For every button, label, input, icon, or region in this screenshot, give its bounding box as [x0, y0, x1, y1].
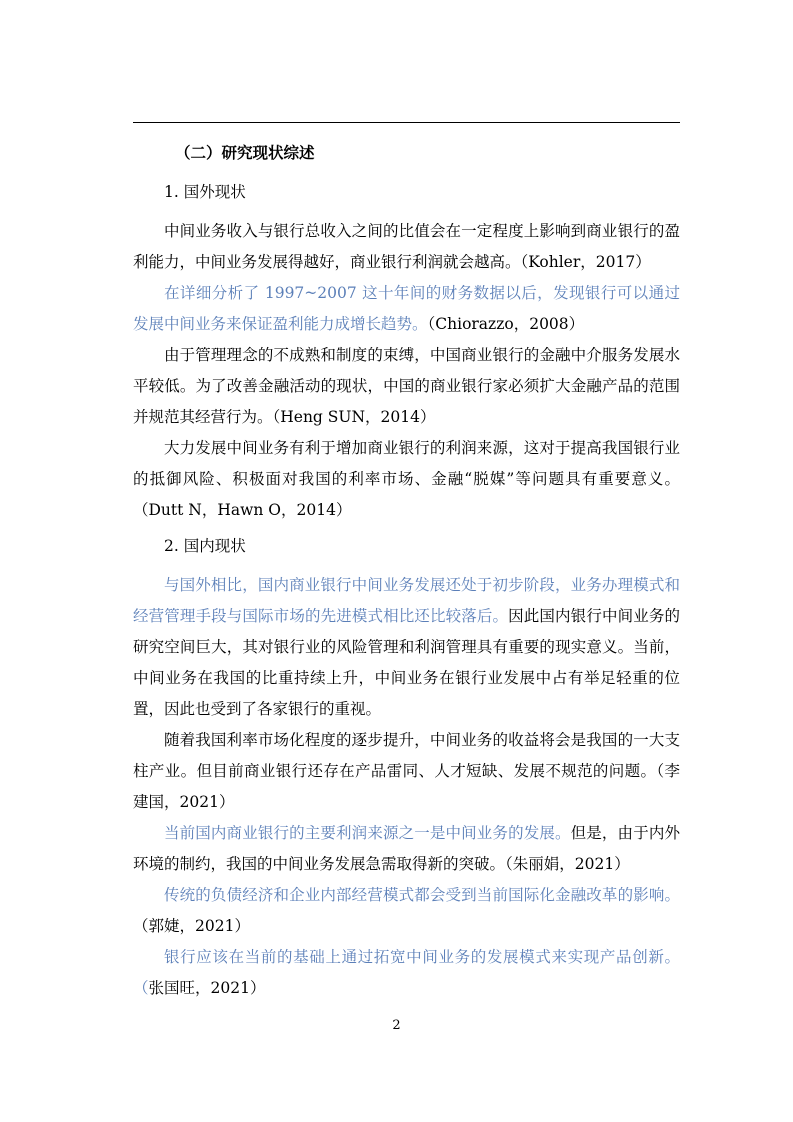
document-body [133, 140, 680, 1004]
paragraph-2-citation: （Chiorazzo，2008） [427, 315, 585, 333]
paragraph-7-text: 但是，由于内外环境的制约，我国的中间业务发展急需取得新的突破。（朱丽娟，2021） [133, 824, 680, 873]
paragraph-8-highlight: 传统的负债经济和企业内部经营模式都会受到当前国际化金融改革的影响。 [164, 886, 680, 904]
subsection-title-foreign: 1. 国外现状 [164, 183, 246, 201]
section-title: （二）研究现状综述 [175, 143, 315, 162]
paragraph-9-highlight: 银行应该在当前的基础上通过拓宽中间业务的发展模式来实现产品创新。（ [133, 948, 680, 997]
paragraph-3 [133, 340, 680, 433]
paragraph-2-highlight: 在详细分析了 1997~2007 这十年间的财务数据以后，发现银行可以通过发展中间业务来保证盈利能力成增长趋势。 [133, 284, 680, 333]
paragraph-9 [133, 942, 680, 1004]
paragraph-5-highlight: 与国外相比，国内商业银行中间业务发展还处于初步阶段，业务办理模式和经营管理手段与国际市场的先进模式相比还比较落后。 [133, 576, 680, 625]
paragraph-9-citation: 张国旺，2021） [148, 979, 266, 997]
paragraph-7 [133, 818, 680, 880]
paragraph-5 [133, 570, 680, 725]
page-number: 2 [392, 1018, 401, 1033]
subsection-title-domestic: 2. 国内现状 [164, 537, 246, 555]
paragraph-1 [133, 216, 680, 278]
paragraph-2 [133, 278, 680, 340]
paragraph-8-citation: （郭婕，2021） [133, 917, 250, 935]
paragraph-5-text: 因此国内银行中间业务的研究空间巨大，其对银行业的风险管理和利润管理具有重要的现实意义。当前，中间业务在我国的比重持续上升，中间业务在银行业发展中占有举足轻重的位置，因此也受到了各家银行的重视。 [133, 607, 680, 718]
paragraph-3-text: 由于管理理念的不成熟和制度的束缚，中国商业银行的金融中介服务发展水平较低。为了改善金融活动的现状，中国的商业银行家必须扩大金融产品的范围并规范其经营行为。（Heng SUN，2014） [133, 346, 680, 426]
paragraph-6-text: 随着我国利率市场化程度的逐步提升，中间业务的收益将会是我国的一大支柱产业。但目前商业银行还存在产品雷同、人才短缺、发展不规范的问题。（李建国，2021） [133, 731, 680, 811]
paragraph-7-highlight: 当前国内商业银行的主要利润来源之一是中间业务的发展。 [164, 824, 571, 842]
paragraph-6 [133, 725, 680, 818]
paragraph-8 [133, 880, 680, 942]
header-rule [133, 122, 680, 123]
paragraph-4 [133, 433, 680, 526]
paragraph-4-text: 大力发展中间业务有利于增加商业银行的利润来源，这对于提高我国银行业的抵御风险、积极面对我国的利率市场、金融“脱媒”等问题具有重要意义。（Dutt N，Hawn O，2014） [133, 439, 680, 519]
paragraph-1-text: 中间业务收入与银行总收入之间的比值会在一定程度上影响到商业银行的盈利能力，中间业务发展得越好，商业银行利润就会越高。（Kohler，2017） [133, 222, 680, 271]
